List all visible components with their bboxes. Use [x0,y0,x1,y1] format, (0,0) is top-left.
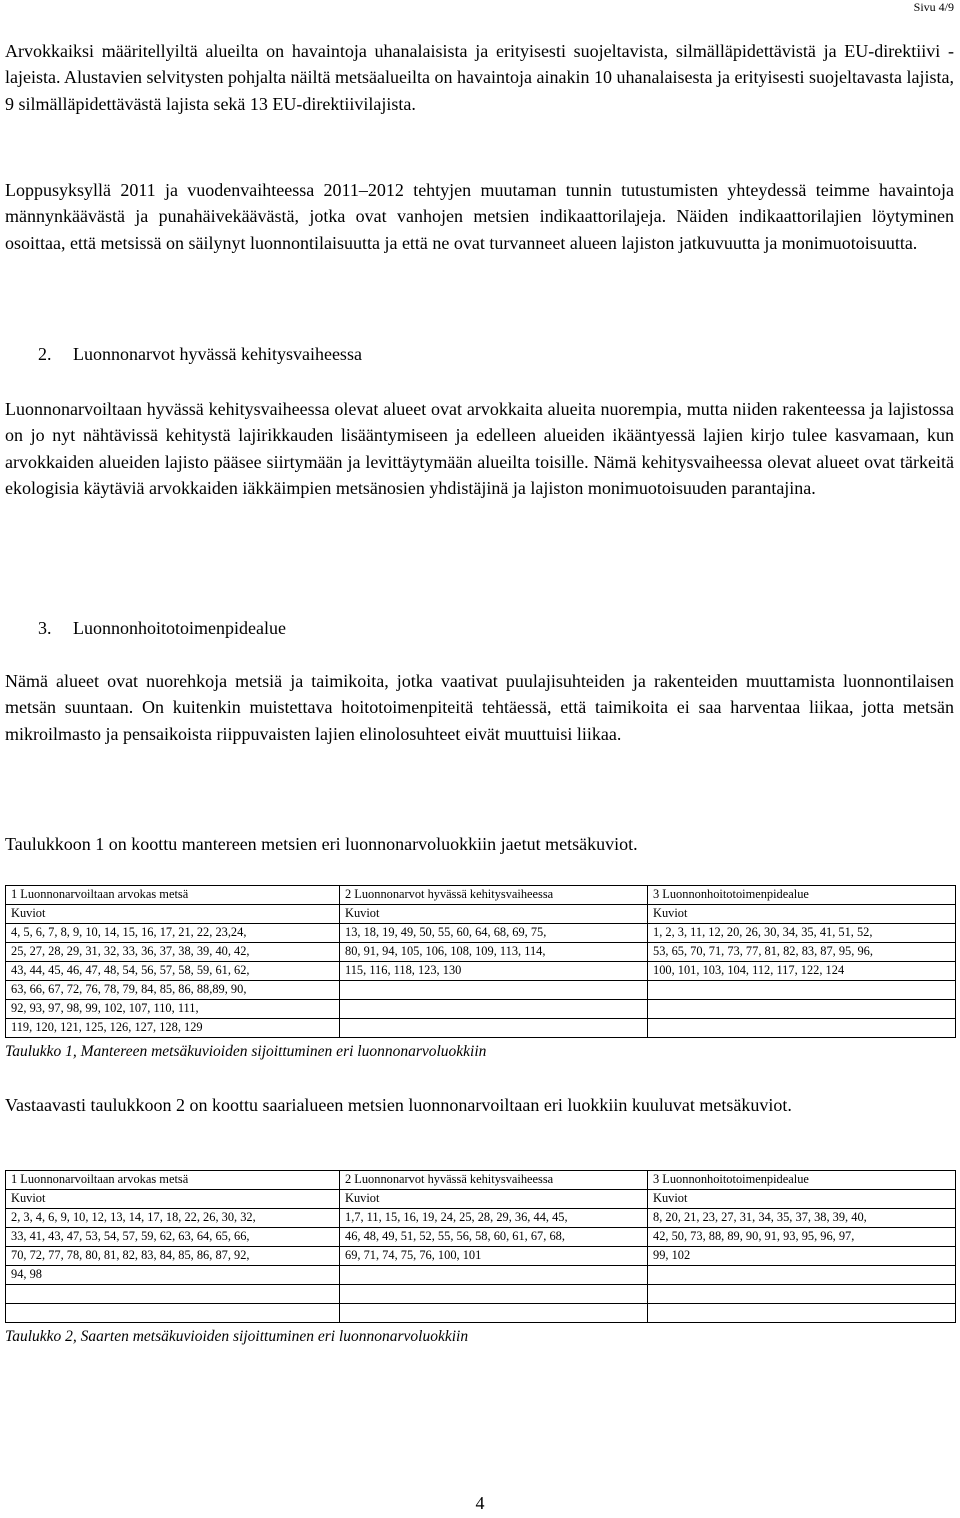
table-cell [6,1304,340,1323]
table-cell: 70, 72, 77, 78, 80, 81, 82, 83, 84, 85, 86, 87, 92, [6,1247,340,1266]
table-cell [648,981,956,1000]
page-header-label: Sivu 4/9 [913,0,954,14]
table-cell: 8, 20, 21, 23, 27, 31, 34, 35, 37, 38, 39, 40, [648,1209,956,1228]
intro-paragraph: Arvokkaiksi määritellyiltä alueilta on havaintoja uhanalaisista ja erityisesti suojeltavista, silmälläpidettävistä ja EU-direktiivi -lajeista. Alustavien selvitysten pohjalta näiltä metsäalueilta on havaintoja ainakin 10 uhanalaisesta ja erityisesti suojeltavasta lajista, 9 silmälläpidettävästä lajista sekä 13 EU-direktiivilajista. [5,41,954,114]
table-cell [648,1019,956,1038]
section-2-number: 2. [38,344,52,364]
table-cell: 119, 120, 121, 125, 126, 127, 128, 129 [6,1019,340,1038]
table-cell: 69, 71, 74, 75, 76, 100, 101 [340,1247,648,1266]
table-row [6,886,956,905]
table-row [6,962,956,981]
table-row [6,1247,956,1266]
table-cell [340,1000,648,1019]
table-cell [6,1285,340,1304]
table-cell [340,1266,648,1285]
table-cell: 2 Luonnonarvot hyvässä kehitysvaiheessa [340,886,648,905]
table-cell [648,1266,956,1285]
table-cell: Kuviot [648,905,956,924]
table-cell: 115, 116, 118, 123, 130 [340,962,648,981]
table-cell: 43, 44, 45, 46, 47, 48, 54, 56, 57, 58, 59, 61, 62, [6,962,340,981]
table-cell: 1 Luonnonarvoiltaan arvokas metsä [6,886,340,905]
table-cell: 63, 66, 67, 72, 76, 78, 79, 84, 85, 86, 88,89, 90, [6,981,340,1000]
table-cell: Kuviot [340,1190,648,1209]
table-cell: 25, 27, 28, 29, 31, 32, 33, 36, 37, 38, 39, 40, 42, [6,943,340,962]
table-row [6,1266,956,1285]
section-3-heading [38,616,286,640]
second-paragraph: Loppusyksyllä 2011 ja vuodenvaihteessa 2011–2012 tehtyjen muutaman tunnin tutustumisten yhteydessä teimme havaintoja männynkäävästä ja punahäivekäävästä, jotka ovat vanhojen metsien indikaattorilajeja. Näiden indikaattorilajien löytyminen osoittaa, että metsissä on säilynyt luonnontilaisuutta ja että ne ovat turvanneet alueen lajiston jatkuvuutta ja monimuotoisuutta. [5,180,954,253]
table-row [6,1171,956,1190]
section-3-body: Nämä alueet ovat nuorehkoja metsiä ja taimikoita, jotka vaativat puulajisuhteiden ja rakenteiden muuttamista luonnontilaisen metsän suuntaan. On kuitenkin muistettava hoitotoimenpiteitä tehtäessä, että taimikoita ei saa harventaa liikaa, jotta metsän mikroilmasto ja pensaikoista riippuvaisten lajien elinolosuhteet eivät muuttuisi liikaa. [5,671,954,744]
section-2-body: Luonnonarvoiltaan hyvässä kehitysvaiheessa olevat alueet ovat arvokkaita alueita nuorempia, mutta niiden rakenteessa ja lajistossa on jo nyt nähtävissä kehitystä lajirikkauden lisääntymiseen ja edelleen alueiden ikääntyessä lajien kirjo tulee kasvamaan, kun arvokkaiden alueiden lajisto pääsee siirtymään ja levittäytymään alueilta toisille. Nämä kehitysvaiheessa olevat alueet ovat tärkeitä ekologisia käytäviä arvokkaiden iäkkäimpien metsänosien yhdistäjinä ja lajiston monimuotoisuuden parantajina. [5,399,954,499]
table-2-caption: Taulukko 2, Saarten metsäkuvioiden sijoittuminen eri luonnonarvoluokkiin [5,1328,469,1345]
table-cell [648,1304,956,1323]
table-cell [340,981,648,1000]
section-3-title: Luonnonhoitotoimenpidealue [73,618,286,638]
section-2-title: Luonnonarvot hyvässä kehitysvaiheessa [73,344,362,364]
table-cell: 46, 48, 49, 51, 52, 55, 56, 58, 60, 61, 67, 68, [340,1228,648,1247]
table-cell: 1,7, 11, 15, 16, 19, 24, 25, 28, 29, 36, 44, 45, [340,1209,648,1228]
table-2 [5,1170,956,1323]
table-cell [340,1019,648,1038]
table-cell: 2, 3, 4, 6, 9, 10, 12, 13, 14, 17, 18, 22, 26, 30, 32, [6,1209,340,1228]
table-cell: 2 Luonnonarvot hyvässä kehitysvaiheessa [340,1171,648,1190]
table-1-caption: Taulukko 1, Mantereen metsäkuvioiden sijoittuminen eri luonnonarvoluokkiin [5,1043,487,1060]
section-2-heading [38,342,362,366]
page-number: 4 [475,1493,485,1513]
table-cell: 42, 50, 73, 88, 89, 90, 91, 93, 95, 96, 97, [648,1228,956,1247]
table-cell [648,1000,956,1019]
table-1-intro: Taulukkoon 1 on koottu mantereen metsien eri luonnonarvoluokkiin jaetut metsäkuviot. [5,834,638,854]
table-2-intro: Vastaavasti taulukkoon 2 on koottu saarialueen metsien luonnonarvoiltaan eri luokkiin kuuluvat metsäkuviot. [5,1095,792,1115]
table-cell: 80, 91, 94, 105, 106, 108, 109, 113, 114, [340,943,648,962]
table-cell: 3 Luonnonhoitotoimenpidealue [648,1171,956,1190]
table-row [6,1000,956,1019]
table-cell: 1, 2, 3, 11, 12, 20, 26, 30, 34, 35, 41, 51, 52, [648,924,956,943]
table-row [6,981,956,1000]
table-cell: 4, 5, 6, 7, 8, 9, 10, 14, 15, 16, 17, 21, 22, 23,24, [6,924,340,943]
table-cell [340,1304,648,1323]
table-row [6,1190,956,1209]
table-row [6,1304,956,1323]
table-cell: Kuviot [340,905,648,924]
table-row [6,1019,956,1038]
table-cell: 3 Luonnonhoitotoimenpidealue [648,886,956,905]
table-cell [648,1285,956,1304]
table-cell: 100, 101, 103, 104, 112, 117, 122, 124 [648,962,956,981]
table-row [6,924,956,943]
table-cell: 53, 65, 70, 71, 73, 77, 81, 82, 83, 87, 95, 96, [648,943,956,962]
table-cell: Kuviot [648,1190,956,1209]
table-row [6,905,956,924]
table-cell: 33, 41, 43, 47, 53, 54, 57, 59, 62, 63, 64, 65, 66, [6,1228,340,1247]
section-3-number: 3. [38,618,52,638]
table-cell: Kuviot [6,1190,340,1209]
table-cell: 1 Luonnonarvoiltaan arvokas metsä [6,1171,340,1190]
table-cell: Kuviot [6,905,340,924]
table-cell: 94, 98 [6,1266,340,1285]
table-row [6,943,956,962]
table-1 [5,885,956,1038]
table-cell: 99, 102 [648,1247,956,1266]
table-row [6,1285,956,1304]
table-cell: 13, 18, 19, 49, 50, 55, 60, 64, 68, 69, 75, [340,924,648,943]
table-row [6,1209,956,1228]
table-row [6,1228,956,1247]
table-cell: 92, 93, 97, 98, 99, 102, 107, 110, 111, [6,1000,340,1019]
table-cell [340,1285,648,1304]
